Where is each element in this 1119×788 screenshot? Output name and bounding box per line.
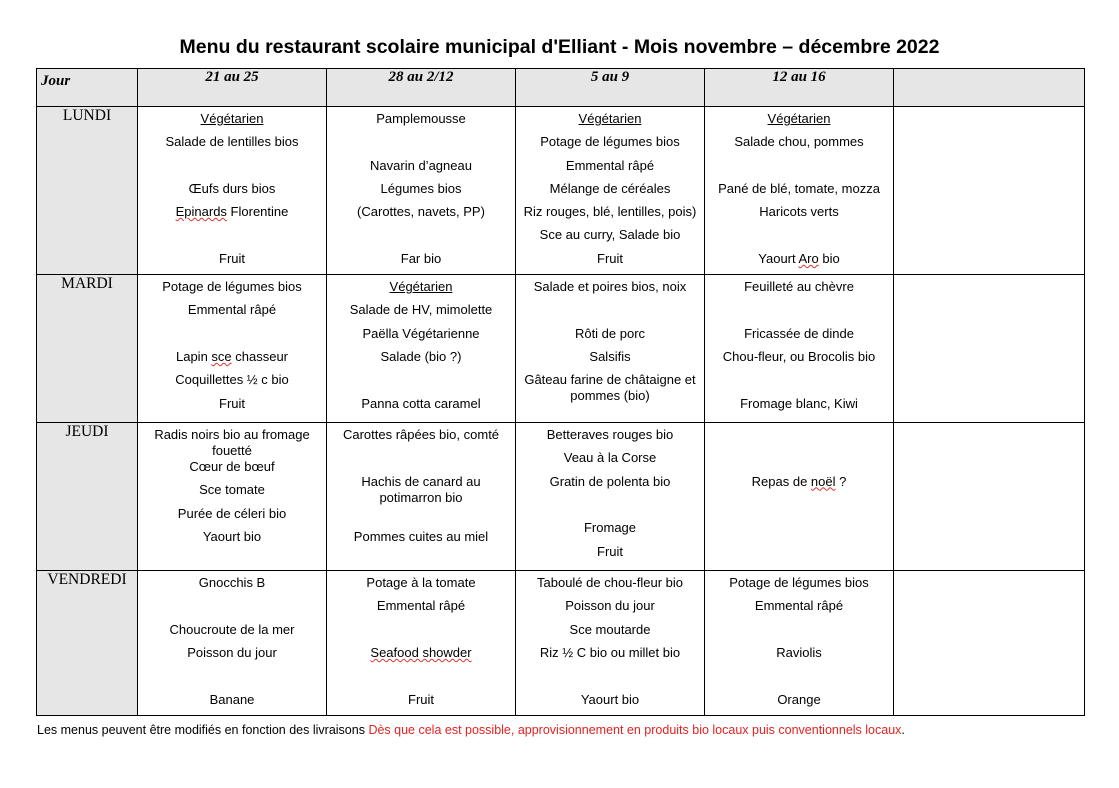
menu-line [519,158,701,181]
menu-line-text: Végétarien [767,111,831,126]
menu-cell-content [327,571,515,715]
menu-line-text: Riz rouges, blé, lentilles, pois) [523,204,697,220]
menu-line-text: Repas de noël ? [751,473,847,489]
menu-line-text: Fruit [219,395,245,411]
menu-line-text: Veau à la Corse [563,450,657,466]
menu-line [708,692,890,715]
menu-line [519,302,701,325]
menu-line [519,520,701,543]
menu-cell [327,423,516,571]
footer-end: . [901,723,905,737]
menu-line [519,372,701,404]
menu-line-text: Riz ½ C bio ou millet bio [539,644,681,660]
menu-cell [894,275,1085,423]
menu-line-text: Légumes bios [380,180,462,196]
menu-line-text: Yaourt Aro bio [758,250,840,266]
menu-line-text: Végétarien [578,111,642,126]
menu-line [708,598,890,621]
menu-line-text: Potage à la tomate [366,575,476,591]
menu-line-text: Coquillettes ½ c bio [175,372,289,388]
menu-line [708,396,890,419]
menu-cell-content [138,275,326,419]
menu-line [141,181,323,204]
menu-line-text: Œufs durs bios [188,180,276,196]
menu-cell-content [894,275,1084,279]
menu-cell [516,423,705,571]
menu-cell [705,107,894,275]
menu-cell [138,423,327,571]
menu-line [330,427,512,450]
menu-line-text: Feuilleté au chèvre [744,279,854,295]
menu-cell [705,275,894,423]
menu-line [330,692,512,715]
menu-line [141,529,323,552]
menu-line [708,474,890,497]
menu-cell-content [138,423,326,552]
menu-line-text: Salade de HV, mimolette [349,302,493,318]
menu-line [708,251,890,274]
menu-line [708,181,890,204]
menu-cell [705,423,894,571]
day-row-jeudi [37,423,1085,571]
menu-cell-content [894,107,1084,111]
menu-cell [516,275,705,423]
menu-line-text: Emmental râpé [754,598,844,614]
menu-line-text: Choucroute de la mer [169,621,295,637]
header-week-2: 28 au 2/12 [327,69,516,107]
menu-line [141,575,323,598]
menu-line-text: Sce moutarde [569,621,651,637]
menu-line [141,227,323,250]
menu-line [141,645,323,668]
menu-cell-content [327,423,515,552]
menu-line-text: Salade et poires bios, noix [533,279,687,295]
menu-line [141,506,323,529]
menu-line-text: Poisson du jour [565,598,655,614]
header-row [37,69,1085,107]
menu-line [708,326,890,349]
menu-line-text: Raviolis [776,644,822,660]
menu-line-text: Purée de céleri bio [177,505,287,521]
day-label: VENDREDI [37,571,138,716]
menu-line-text: Fromage blanc, Kiwi [740,395,858,411]
menu-line [708,227,890,250]
menu-line-text: Végétarien [389,279,453,295]
menu-line-text: Seafood showder [370,644,472,660]
menu-line [141,302,323,325]
menu-cell [894,423,1085,571]
menu-cell [327,107,516,275]
menu-line [519,497,701,520]
menu-line [330,474,512,506]
day-row-vendredi [37,571,1085,716]
menu-cell [894,107,1085,275]
menu-line [330,372,512,395]
menu-line [519,227,701,250]
menu-line-text: Radis noirs bio au fromage fouetté [154,427,310,459]
menu-line [141,622,323,645]
menu-line-text: Fromage [583,520,637,536]
menu-line [141,372,323,395]
menu-line-text: Fricassée de dinde [744,325,854,341]
menu-line-text: Paëlla Végétarienne [362,325,480,341]
day-label: MARDI [37,275,138,423]
menu-line-text: Emmental râpé [565,157,655,173]
menu-cell-content [138,571,326,715]
menu-line [141,158,323,181]
menu-line [330,668,512,691]
menu-line [330,227,512,250]
menu-line [708,372,890,395]
menu-line [141,251,323,274]
menu-line-text: Salade de lentilles bios [165,134,299,150]
menu-line [330,302,512,325]
menu-line [330,204,512,227]
menu-line [519,544,701,567]
menu-line-text: Navarin d’agneau [370,157,472,173]
menu-line-text: Lapin sce chasseur [175,348,289,364]
menu-line-text: Poisson du jour [187,644,277,660]
menu-line-text: Betteraves rouges bio [546,427,674,443]
menu-line [519,645,701,668]
menu-line-text: Fruit [597,543,623,559]
menu-line [330,396,512,419]
menu-line [141,326,323,349]
menu-line [330,645,512,668]
menu-line [519,111,701,134]
menu-line-text: Yaourt bio [202,528,262,544]
menu-line [708,622,890,645]
menu-line [708,111,890,134]
menu-line-text: (Carottes, navets, PP) [357,204,485,220]
menu-line [708,645,890,668]
menu-line [519,668,701,691]
menu-line-text: Pamplemousse [376,111,466,126]
day-row-mardi [37,275,1085,423]
menu-line-text: Epinards Florentine [175,204,289,220]
day-label: JEUDI [37,423,138,571]
menu-cell-content [138,107,326,274]
menu-line [330,251,512,274]
menu-line-text: Salade chou, pommes [734,134,864,150]
menu-line [708,302,890,325]
header-jour: Jour [37,69,138,107]
menu-line [141,692,323,715]
menu-cell-content [705,107,893,274]
menu-line-text: Potage de légumes bios [162,279,302,295]
menu-line [141,459,323,482]
menu-line [330,111,512,134]
menu-line [330,450,512,473]
menu-cell [327,275,516,423]
day-row-lundi [37,107,1085,275]
menu-line [519,251,701,274]
menu-line-text: Gratin de polenta bio [549,473,671,489]
menu-line-text: Emmental râpé [376,598,466,614]
menu-line [519,575,701,598]
menu-line [141,111,323,134]
menu-cell [516,571,705,716]
menu-line [141,349,323,372]
menu-cell [138,571,327,716]
menu-line-text: Carottes râpées bio, comté [342,427,500,443]
menu-line [330,158,512,181]
menu-line-text: Fruit [219,250,245,266]
menu-line-text: Rôti de porc [574,325,646,341]
menu-table [36,68,1085,716]
menu-line-text: Sce tomate [199,482,265,498]
menu-line-text: Taboulé de chou-fleur bio [537,575,683,591]
menu-line [141,279,323,302]
menu-line-text: Panna cotta caramel [361,395,481,411]
header-week-5 [894,69,1085,107]
menu-line-text: Pané de blé, tomate, mozza [718,180,880,196]
menu-line [519,181,701,204]
menu-cell-content [705,423,893,497]
menu-line-text: Emmental râpé [187,302,277,318]
menu-line [141,396,323,419]
menu-cell-content [705,275,893,419]
menu-line-text: Fruit [597,250,623,266]
menu-line-text: Pommes cuites au miel [353,528,489,544]
menu-line [330,529,512,552]
menu-line [330,279,512,302]
menu-line-text: Potage de légumes bios [729,575,869,591]
menu-cell-content [516,275,704,404]
menu-line [519,474,701,497]
menu-line [519,134,701,157]
menu-line [330,349,512,372]
menu-line [141,427,323,459]
menu-cell [516,107,705,275]
menu-line [708,349,890,372]
menu-line [708,427,890,450]
menu-line [708,450,890,473]
menu-cell [138,275,327,423]
menu-line-text: Chou-fleur, ou Brocolis bio [722,348,876,364]
menu-line [708,575,890,598]
menu-line-text: Sce au curry, Salade bio [539,227,681,243]
menu-line-text: Fruit [408,691,434,707]
menu-line [708,279,890,302]
menu-line-text: Banane [209,691,255,707]
menu-line [519,326,701,349]
page-title: Menu du restaurant scolaire municipal d'Elliant - Mois novembre – décembre 2022 [179,36,940,58]
menu-line [330,181,512,204]
menu-line-text: Végétarien [200,111,264,126]
menu-cell [138,107,327,275]
menu-cell [327,571,516,716]
menu-line [519,279,701,302]
menu-line [708,204,890,227]
menu-line [141,134,323,157]
header-week-3: 5 au 9 [516,69,705,107]
menu-cell [705,571,894,716]
menu-line-text: Mélange de céréales [549,180,671,196]
menu-line [330,326,512,349]
menu-line [330,506,512,529]
footer-text: Les menus peuvent être modifiés en fonction des livraisons [37,723,369,737]
menu-line [519,692,701,715]
menu-cell-content [516,107,704,274]
menu-line-text: Salade (bio ?) [380,348,462,364]
menu-line [330,622,512,645]
menu-line [708,668,890,691]
menu-line-text: Gnocchis B [198,575,266,591]
menu-line [708,158,890,181]
menu-line-text: Salsifis [589,348,631,364]
footer-note [37,723,905,737]
day-label: LUNDI [37,107,138,275]
menu-line-text: Yaourt bio [580,691,640,707]
menu-cell-content [705,571,893,715]
menu-line [141,482,323,505]
menu-line-text: Orange [777,691,821,707]
menu-line-text: Gâteau farine de châtaigne et pommes (bio) [524,372,696,404]
menu-line [519,622,701,645]
menu-line-text: Potage de légumes bios [540,134,680,150]
menu-line-text: Cœur de bœuf [189,459,275,475]
menu-line [330,134,512,157]
menu-cell-content [327,107,515,274]
menu-cell-content [894,423,1084,427]
menu-line [519,427,701,450]
menu-line-text: Far bio [400,250,442,266]
menu-line [141,668,323,691]
menu-line-text: Hachis de canard au potimarron bio [361,473,481,505]
menu-line-text: Haricots verts [759,204,839,220]
menu-cell [894,571,1085,716]
menu-line [519,450,701,473]
menu-line [519,349,701,372]
menu-line [141,204,323,227]
menu-line [708,134,890,157]
footer-highlight: Dès que cela est possible, approvisionnement en produits bio locaux puis conventionnels locaux [368,723,902,737]
menu-cell-content [327,275,515,419]
menu-line [519,204,701,227]
menu-line [141,598,323,621]
menu-line [519,598,701,621]
menu-cell-content [894,571,1084,575]
menu-cell-content [516,571,704,715]
header-week-1: 21 au 25 [138,69,327,107]
menu-cell-content [516,423,704,567]
menu-line [330,598,512,621]
menu-line [330,575,512,598]
header-week-4: 12 au 16 [705,69,894,107]
